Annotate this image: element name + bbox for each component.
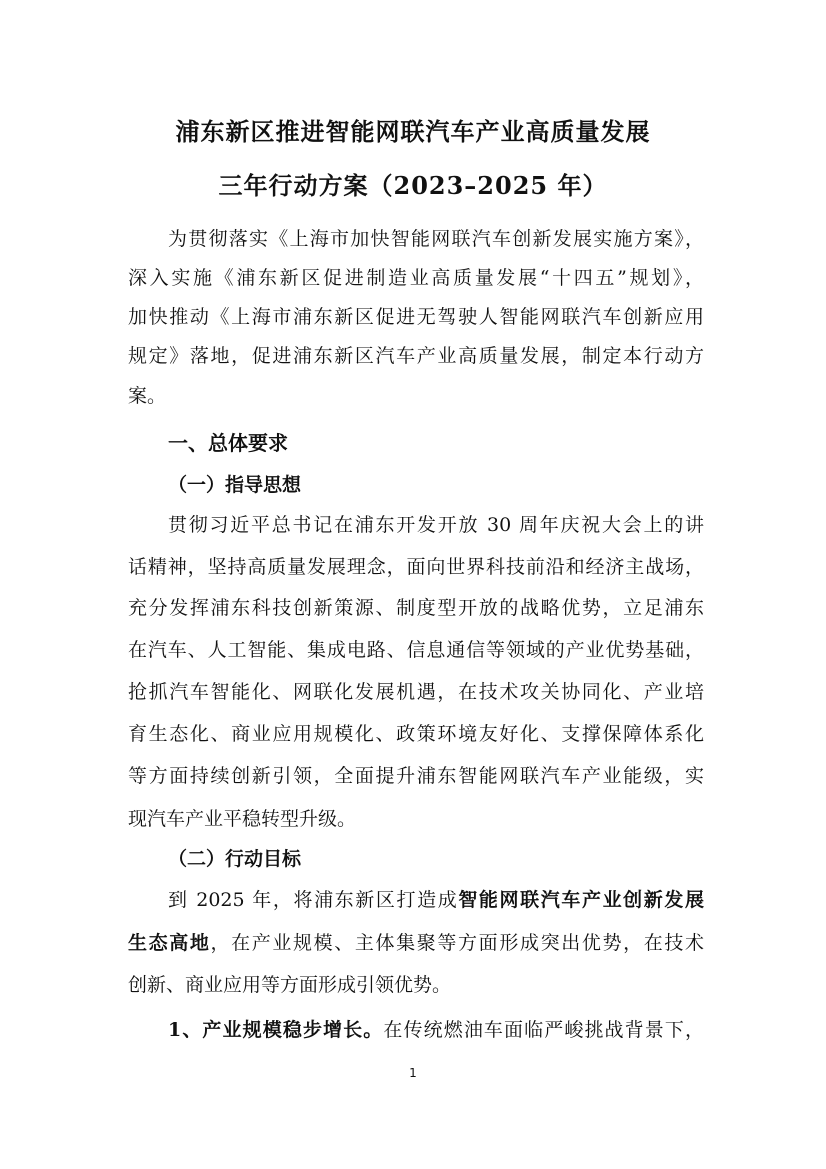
guiding-thought-line-3: 充分发挥浦东科技创新策源、制度型开放的战略优势，立足浦东 <box>128 597 704 619</box>
guiding-thought-line-7: 等方面持续创新引领，全面提升浦东智能网联汽车产业能级，实 <box>128 765 704 787</box>
intro-line-5: 案。 <box>128 385 167 407</box>
action-goal-line-2 <box>128 930 704 956</box>
subsection-heading-action-goal: （二）行动目标 <box>168 848 302 870</box>
guiding-thought-line-2: 话精神，坚持高质量发展理念，面向世界科技前沿和经济主战场， <box>128 556 704 578</box>
point-1-heading: 1、产业规模稳步增长。 <box>168 1019 384 1041</box>
guiding-thought-line-6: 育生态化、商业应用规模化、政策环境友好化、支撑保障体系化 <box>128 723 704 745</box>
intro-line-1: 为贯彻落实《上海市加快智能网联汽车创新发展实施方案》， <box>168 228 704 250</box>
guiding-thought-line-4: 在汽车、人工智能、集成电路、信息通信等领域的产业优势基础， <box>128 639 704 661</box>
intro-line-3: 加快推动《上海市浦东新区促进无驾驶人智能网联汽车创新应用 <box>128 306 704 328</box>
document-title-line-1: 浦东新区推进智能网联汽车产业高质量发展 <box>175 117 651 146</box>
document-title-line-2: 三年行动方案（2023–2025 年） <box>218 171 608 200</box>
guiding-thought-line-5: 抢抓汽车智能化、网联化发展机遇，在技术攻关协同化、产业培 <box>128 681 704 703</box>
section-heading-general-requirements: 一、总体要求 <box>168 431 288 455</box>
point-1-text: 在传统燃油车面临严峻挑战背景下， <box>383 1019 704 1041</box>
guiding-thought-line-1: 贯彻习近平总书记在浦东开发开放 30 周年庆祝大会上的讲 <box>168 514 704 536</box>
action-goal-line-1 <box>168 887 704 913</box>
point-1-line <box>168 1017 704 1043</box>
action-goal-highlight-1: 智能网联汽车产业创新发展 <box>458 889 704 911</box>
action-goal-line-3: 创新、商业应用等方面形成引领优势。 <box>128 974 452 996</box>
action-goal-line-2-text: ，在产业规模、主体集聚等方面形成突出优势，在技术 <box>210 932 704 954</box>
guiding-thought-line-8: 现汽车产业平稳转型升级。 <box>128 808 357 830</box>
action-goal-line-1-text: 到 2025 年，将浦东新区打造成 <box>168 889 459 911</box>
subsection-heading-guiding-thought: （一）指导思想 <box>168 474 302 496</box>
intro-line-2: 深入实施《浦东新区促进制造业高质量发展“十四五”规划》， <box>128 267 704 289</box>
intro-line-4: 规定》落地，促进浦东新区汽车产业高质量发展，制定本行动方 <box>128 345 704 367</box>
action-goal-highlight-2: 生态高地 <box>128 932 211 954</box>
page-number: 1 <box>409 1066 417 1080</box>
